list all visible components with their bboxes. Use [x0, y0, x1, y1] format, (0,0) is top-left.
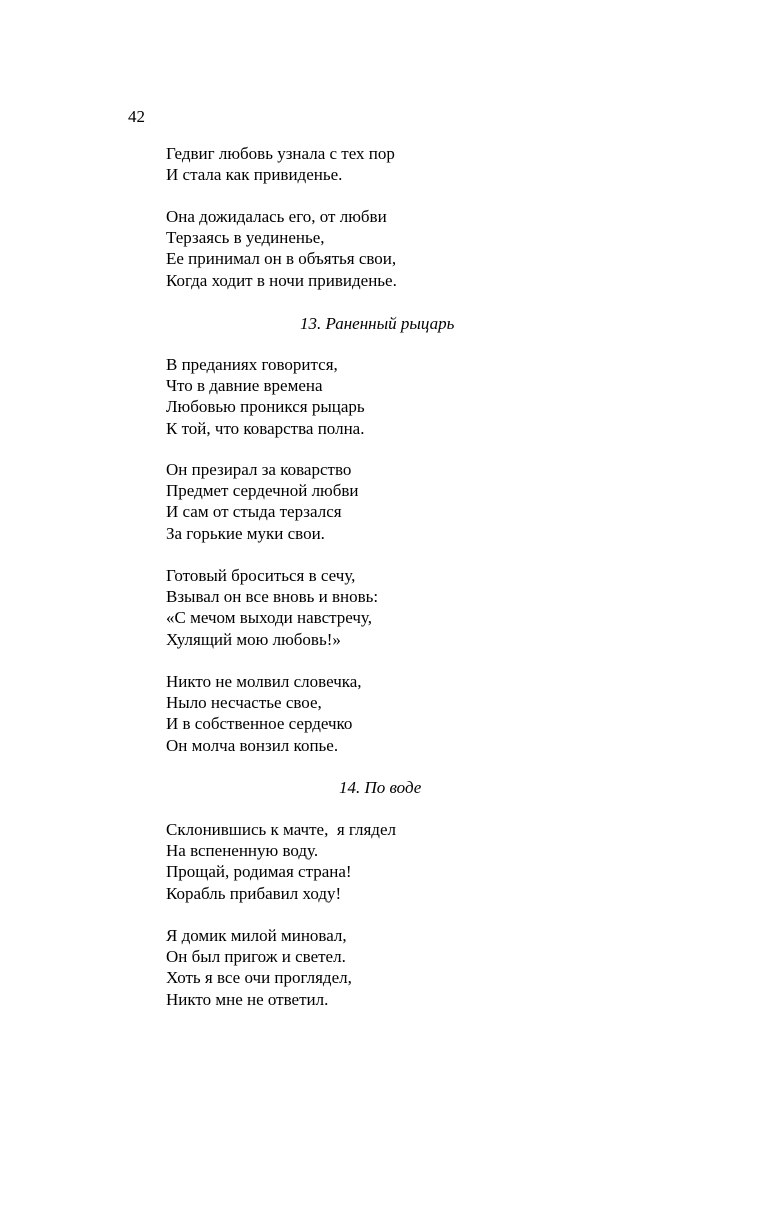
stanza-14-1 — [166, 819, 396, 904]
section-title: 13. Раненный рыцарь — [300, 314, 455, 333]
poem-line: Прощай, родимая страна! — [166, 862, 352, 882]
poem-line: Взывал он все вновь и вновь: — [166, 587, 379, 607]
poem-line: Он презирал за коварство — [166, 460, 352, 479]
poem-line: Любовью проникся рыцарь — [166, 397, 365, 417]
poem-line: Готовый броситься в сечу, — [166, 566, 356, 585]
poem-line: Ее принимал он в объятья свои, — [166, 249, 397, 269]
poem-line: Когда ходит в ночи привиденье. — [166, 270, 397, 290]
poem-line: Никто не молвил словечка, — [166, 672, 362, 691]
poem-line: Гедвиг любовь узнала с тех пор — [166, 144, 395, 163]
stanza-13-2 — [166, 459, 359, 544]
poem-line: Он был пригож и светел. — [166, 947, 346, 967]
poem-line: Что в давние времена — [166, 376, 323, 396]
stanza-13-4 — [166, 671, 362, 756]
poem-line: Хоть я все очи проглядел, — [166, 968, 352, 988]
poem-line: К той, что коварства полна. — [166, 418, 365, 438]
poem-line: И в собственное сердечко — [166, 714, 353, 734]
stanza-13-1 — [166, 354, 365, 439]
stanza-continuation-2 — [166, 206, 397, 291]
poem-line: За горькие муки свои. — [166, 523, 325, 543]
stanza-14-2 — [166, 925, 352, 1010]
poem-line: Я домик милой миновал, — [166, 926, 347, 945]
poem-line: В преданиях говорится, — [166, 355, 338, 374]
poem-line: Склонившись к мачте, я глядел — [166, 820, 396, 839]
poem-line: Терзаясь в уединенье, — [166, 228, 325, 248]
section-title: 14. По воде — [339, 778, 422, 797]
poem-line: И стала как привиденье. — [166, 165, 343, 185]
page-number: 42 — [128, 107, 145, 126]
poem-line: На вспененную воду. — [166, 841, 319, 861]
poem-line: «С мечом выходи навстречу, — [166, 608, 372, 628]
poem-line: Корабль прибавил ходу! — [166, 883, 342, 903]
stanza-continuation-1 — [166, 143, 395, 185]
poem-line: Она дожидалась его, от любви — [166, 207, 387, 226]
poem-line: Ныло несчастье свое, — [166, 693, 322, 713]
poem-line: Хулящий мою любовь!» — [166, 629, 341, 649]
poem-line: Предмет сердечной любви — [166, 481, 359, 501]
stanza-13-3 — [166, 565, 378, 650]
poem-line: И сам от стыда терзался — [166, 502, 342, 522]
poem-line: Никто мне не ответил. — [166, 989, 329, 1009]
poem-line: Он молча вонзил копье. — [166, 735, 339, 755]
